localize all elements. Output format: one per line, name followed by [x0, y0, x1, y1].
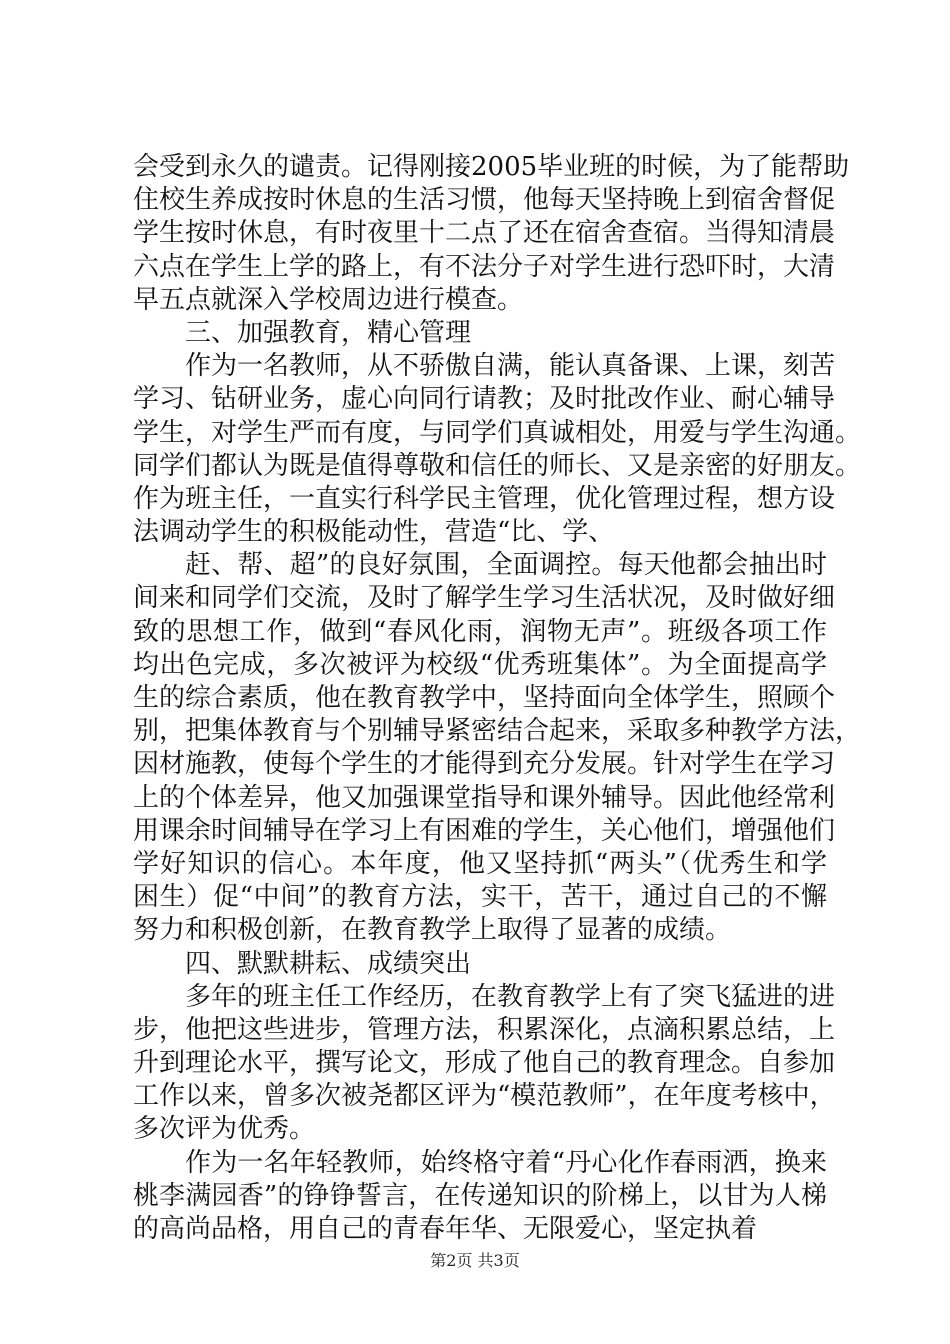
section-heading: 四、默默耕耘、成绩突出 [185, 948, 472, 979]
text-line: 均出色完成，多次被评为校级“优秀班集体”。为全面提高学 [133, 649, 827, 680]
text-line: 六点在学生上学的路上，有不法分子对学生进行恐吓时，大清 [133, 251, 836, 282]
text-line: 赶、帮、超”的良好氛围，全面调控。每天他都会抽出时 [185, 550, 827, 581]
text-line: 多次评为优秀。 [133, 1114, 316, 1145]
text-line: 桃李满园香”的铮铮誓言，在传递知识的阶梯上，以甘为人梯 [133, 1180, 827, 1211]
text-line: 努力和积极创新，在教育教学上取得了显著的成绩。 [133, 915, 732, 946]
text-line: 学生，对学生严而有度，与同学们真诚相处，用爱与学生沟通。 [133, 417, 862, 448]
text-line: 别，把集体教育与个别辅导紧密结合起来，采取多种教学方法， [133, 716, 862, 747]
text-line: 学习、钻研业务，虚心向同行请教；及时批改作业、耐心辅导 [133, 384, 836, 415]
text-line: 法调动学生的积极能动性，营造“比、学、 [133, 517, 615, 548]
text-line: 工作以来，曾多次被尧都区评为“模范教师”，在年度考核中， [133, 1081, 836, 1112]
text-line: 会受到永久的谴责。记得刚接2005毕业班的时候，为了能帮助 [133, 152, 850, 182]
text-line: 学生按时休息，有时夜里十二点了还在宿舍查宿。当得知清晨 [133, 218, 836, 249]
text-line: 用课余时间辅导在学习上有困难的学生，关心他们，增强他们 [133, 815, 836, 846]
text-line: 因材施教，使每个学生的才能得到充分发展。针对学生在学习 [133, 749, 836, 780]
text-line: 升到理论水平，撰写论文，形成了他自己的教育理念。自参加 [133, 1048, 836, 1079]
text-line: 作为一名年轻教师，始终格守着“丹心化作春雨洒，换来 [185, 1147, 827, 1178]
text-line: 生的综合素质，他在教育教学中，坚持面向全体学生，照顾个 [133, 683, 836, 713]
text-line: 多年的班主任工作经历，在教育教学上有了突飞猛进的进 [185, 981, 836, 1012]
text-line: 早五点就深入学校周边进行模查。 [133, 284, 524, 315]
document-body [133, 151, 862, 1246]
page-footer: 第2页 共3页 [430, 1251, 520, 1270]
text-line: 步，他把这些进步，管理方法，积累深化，点滴积累总结，上 [133, 1014, 836, 1045]
text-line: 学好知识的信心。本年度，他又坚持抓“两头”（优秀生和学 [133, 848, 827, 879]
text-line: 上的个体差异，他又加强课堂指导和课外辅导。因此他经常利 [133, 782, 836, 813]
text-line: 同学们都认为既是值得尊敬和信任的师长、又是亲密的好朋友。 [133, 450, 862, 481]
text-line: 困生）促“中间”的教育方法，实干，苦干，通过自己的不懈 [133, 882, 827, 913]
text-line: 间来和同学们交流，及时了解学生学习生活状况，及时做好细 [133, 583, 836, 614]
text-line: 的高尚品格，用自己的青春年华、无限爱心，坚定执着 [133, 1214, 758, 1244]
text-line: 作为一名教师，从不骄傲自满，能认真备课、上课，刻苦 [185, 351, 836, 382]
text-line: 住校生养成按时休息的生活习惯，他每天坚持晚上到宿舍督促 [133, 185, 836, 216]
section-heading: 三、加强教育，精心管理 [185, 317, 472, 348]
text-line: 作为班主任，一直实行科学民主管理，优化管理过程，想方设 [133, 483, 836, 514]
text-line: 致的思想工作，做到“春风化雨，润物无声”。班级各项工作 [133, 616, 827, 647]
